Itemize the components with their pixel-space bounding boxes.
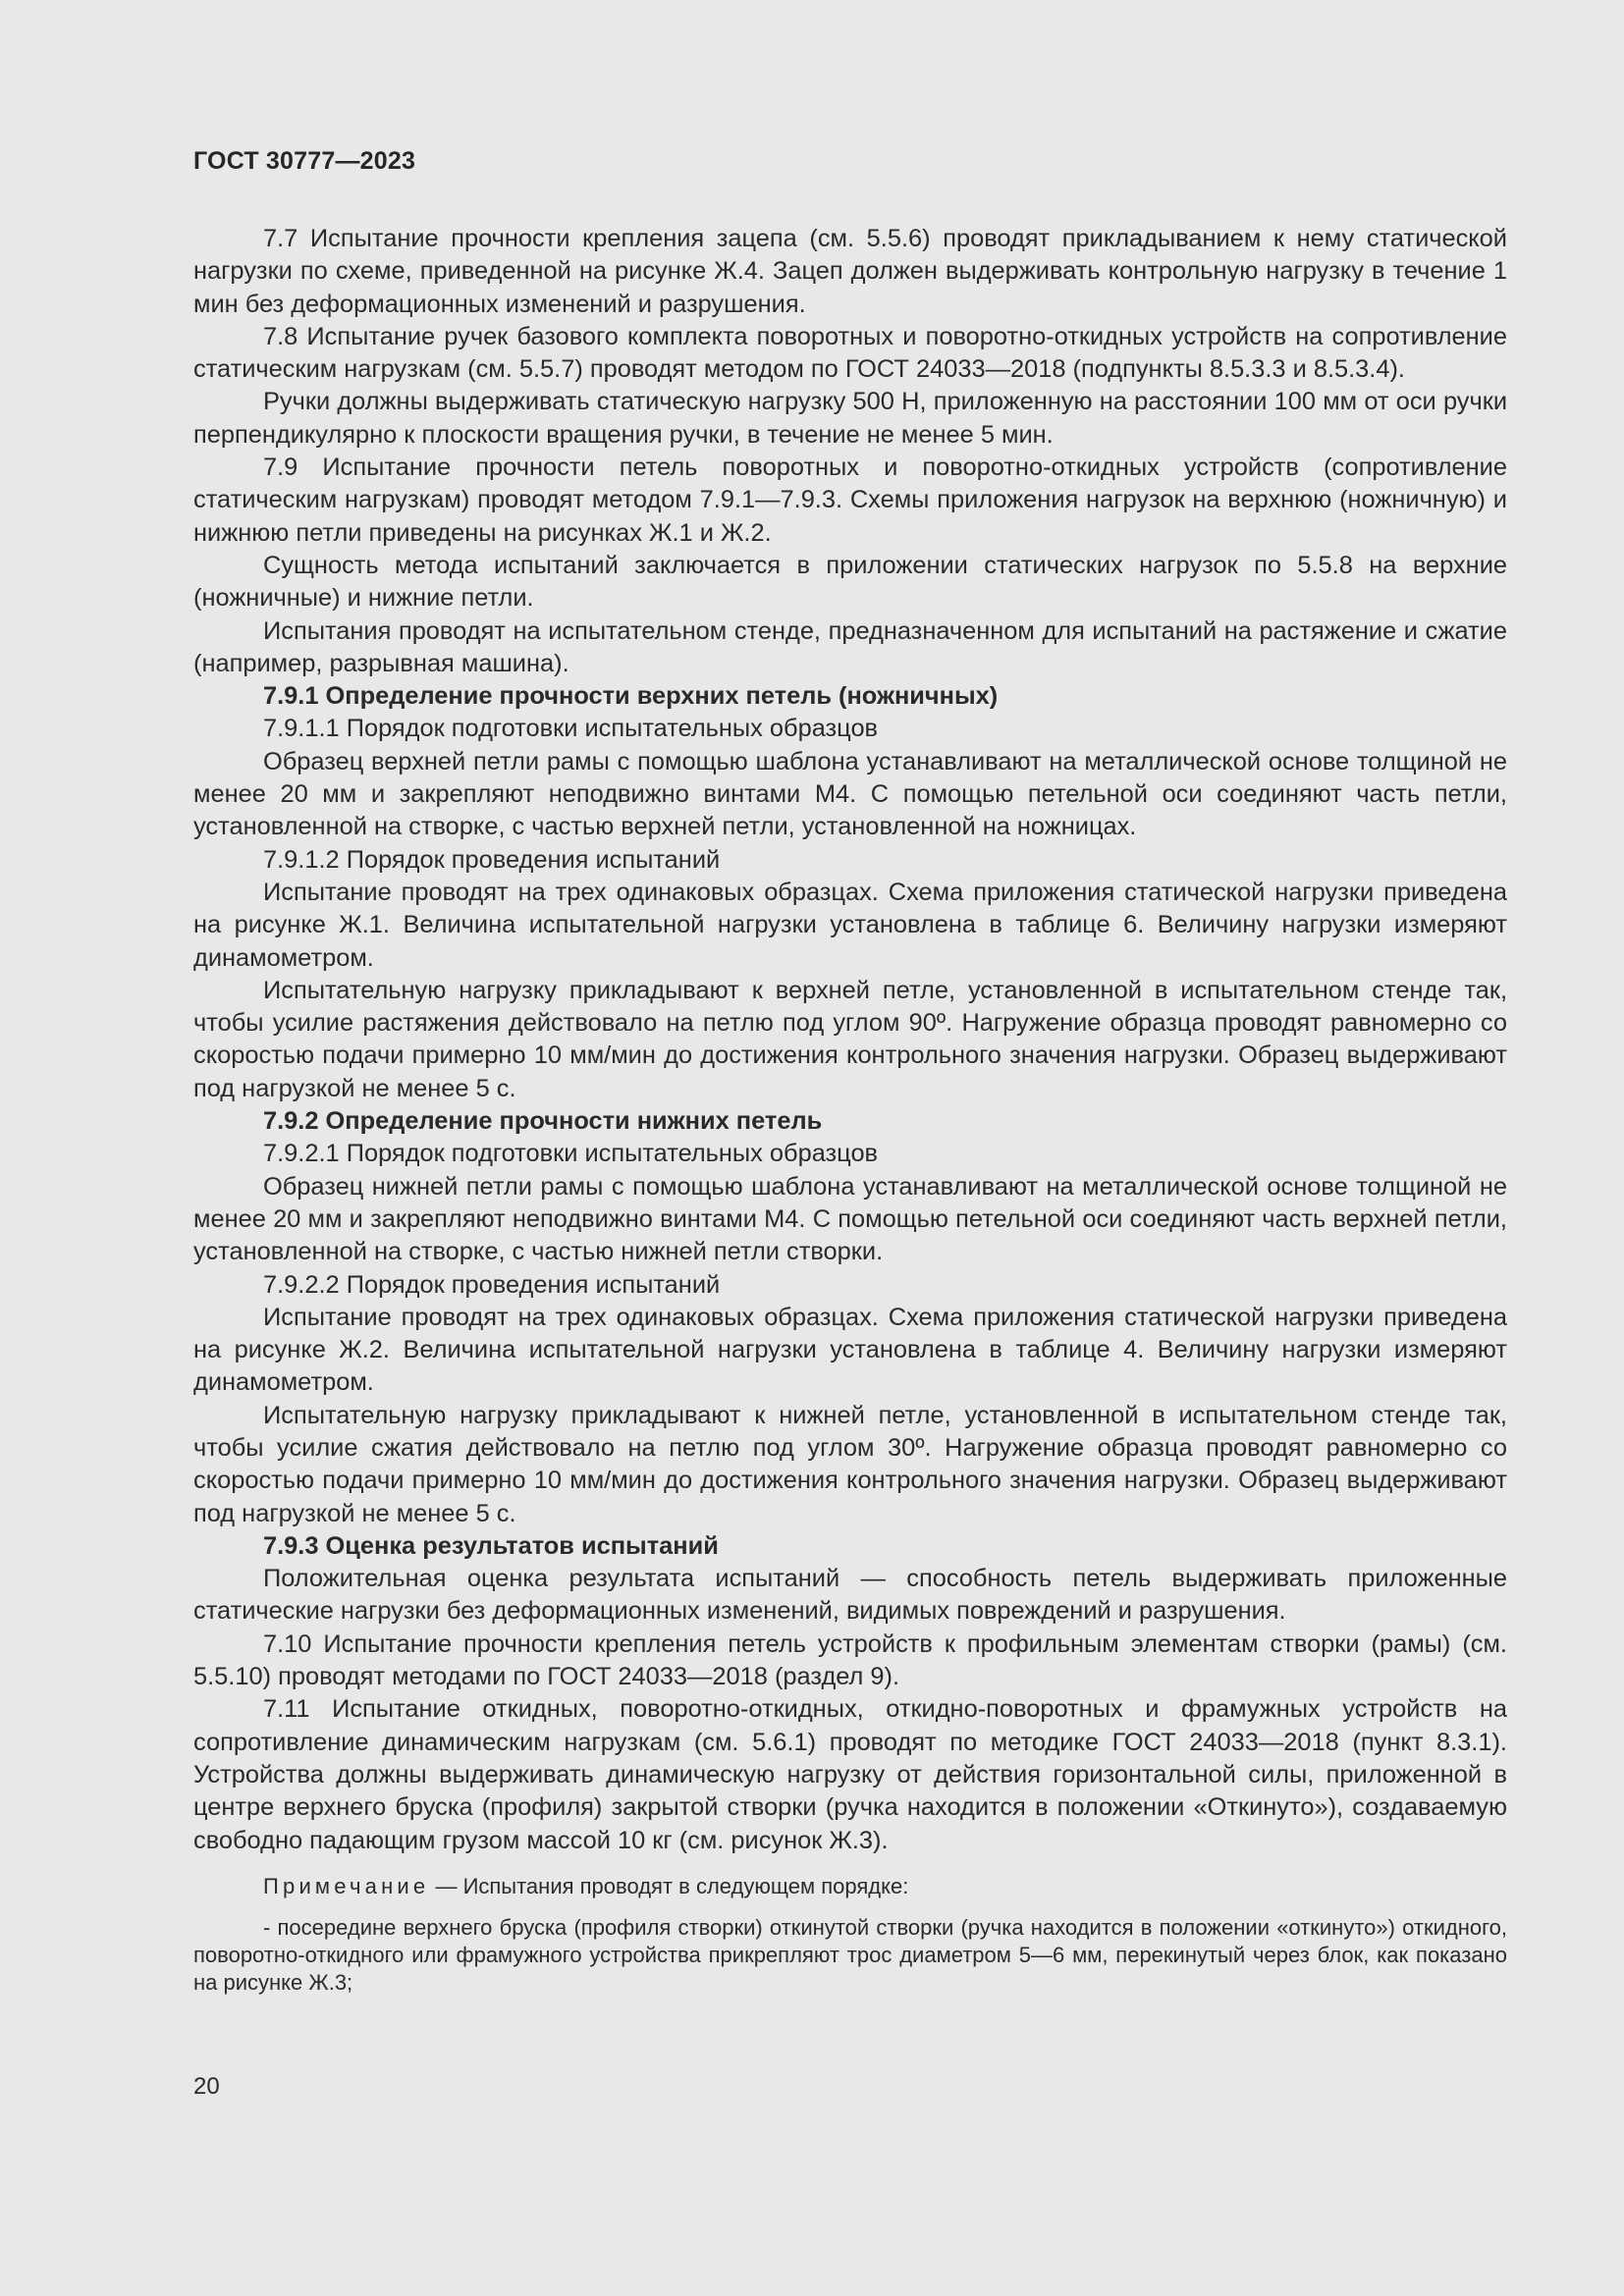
page-number: 20 — [193, 2073, 220, 2100]
paragraph-lower-load-application: Испытательную нагрузку прикладывают к нижней петле, установленной в испытательном стенде так, чтобы усилие сжатия действовало на петлю под углом 30º. Нагружение образца проводят равномерно со скоростью подачи примерно 10 мм/мин до достижения контрольного значения нагрузки. Образец выдерживают под нагрузкой не менее 5 с. — [193, 1401, 1507, 1527]
paragraph-7-10: 7.10 Испытание прочности крепления петель устройств к профильным элементам створки (рамы) (см. 5.5.10) проводят методами по ГОСТ 24033—2018 (раздел 9). — [193, 1629, 1507, 1691]
paragraph-lower-test-scheme: Испытание проводят на трех одинаковых образцах. Схема приложения статической нагрузки приведена на рисунке Ж.2. Величина испытательной нагрузки установлена в таблице 4. Величину нагрузки измеряют динамометром. — [193, 1303, 1507, 1397]
paragraph-upper-hinge-sample: Образец верхней петли рамы с помощью шаблона устанавливают на металлической основе толщиной не менее 20 мм и закрепляют неподвижно винтами М4. С помощью петельной оси соединяют часть петли, установленной на створке, с частью верхней петли, установленной на ножницах. — [193, 747, 1507, 841]
note-block — [193, 1873, 1507, 1997]
note-line — [193, 1873, 1507, 1900]
heading-7-9-1: 7.9.1 Определение прочности верхних петель (ножничных) — [263, 682, 999, 711]
note-text: — Испытания проводят в следующем порядке: — [429, 1873, 909, 1898]
paragraph-test-stand: Испытания проводят на испытательном стенде, предназначенном для испытаний на растяжение и сжатие (например, разрывная машина). — [193, 616, 1507, 677]
paragraph-7-9: 7.9 Испытание прочности петель поворотных и поворотно-откидных устройств (сопротивление статическим нагрузкам) проводят методом 7.9.1—7.9.3. Схемы приложения нагрузок на верхнюю (ножничную) и нижнюю петли приведены на рисунках Ж.1 и Ж.2. — [193, 454, 1507, 547]
paragraph-7-7: 7.7 Испытание прочности крепления зацепа (см. 5.5.6) проводят прикладыванием к нему статической нагрузки по схеме, приведенной на рисунке Ж.4. Зацеп должен выдерживать контрольную нагрузку в течение 1 мин без деформационных изменений и разрушения. — [193, 225, 1507, 318]
note-label: Примечание — [263, 1873, 430, 1898]
paragraph-7-8: 7.8 Испытание ручек базового комплекта поворотных и поворотно-откидных устройств на сопротивление статическим нагрузкам (см. 5.5.7) проводят методом по ГОСТ 24033—2018 (подпункты 8.5.3.3 и 8.5.3.4). — [193, 322, 1507, 384]
paragraph-7-11: 7.11 Испытание откидных, поворотно-откидных, откидно-поворотных и фрамужных устройств на сопротивление динамическим нагрузкам (см. 5.6.1) проводят по методике ГОСТ 24033—2018 (пункт 8.3.1). Устройства должны выдерживать динамическую нагрузку от действия горизонтальной силы, приложенной в центре верхнего бруска (профиля) закрытой створки (ручка находится в положении «Откинуто»), создаваемую свободно падающим грузом массой 10 кг (см. рисунок Ж.3). — [193, 1695, 1507, 1854]
subheading-7-9-1-2: 7.9.1.2 Порядок проведения испытаний — [263, 845, 721, 874]
body-text — [193, 223, 1507, 1997]
subheading-7-9-2-1: 7.9.2.1 Порядок подготовки испытательных образцов — [263, 1140, 879, 1168]
paragraph-upper-test-scheme: Испытание проводят на трех одинаковых образцах. Схема приложения статической нагрузки приведена на рисунке Ж.1. Величина испытательной нагрузки установлена в таблице 6. Величину нагрузки измеряют динамометром. — [193, 878, 1507, 972]
heading-7-9-2: 7.9.2 Определение прочности нижних петель — [263, 1107, 823, 1136]
note-list-item: - посередине верхнего бруска (профиля створки) откинутой створки (ручка находится в положении «откинуто») откидного, поворотно-откидного или фрамужного устройства прикрепляют трос диаметром 5—6 мм, перекинутый через блок, как показано на рисунке Ж.3; — [193, 1914, 1507, 1995]
subheading-7-9-2-2: 7.9.2.2 Порядок проведения испытаний — [263, 1270, 721, 1299]
subheading-7-9-1-1: 7.9.1.1 Порядок подготовки испытательных образцов — [263, 715, 879, 743]
paragraph-positive-evaluation: Положительная оценка результата испытаний — способность петель выдерживать приложенные статические нагрузки без деформационных изменений, видимых повреждений и разрушения. — [193, 1565, 1507, 1626]
paragraph-method-essence: Сущность метода испытаний заключается в приложении статических нагрузок по 5.5.8 на верхние (ножничные) и нижние петли. — [193, 551, 1507, 613]
paragraph-lower-hinge-sample: Образец нижней петли рамы с помощью шаблона устанавливают на металлической основе толщиной не менее 20 мм и закрепляют неподвижно винтами М4. С помощью петельной оси соединяют часть верхней петли, установленной на створке, с частью нижней петли створки. — [193, 1172, 1507, 1266]
standard-header: ГОСТ 30777—2023 — [193, 147, 416, 175]
paragraph-handles-load: Ручки должны выдерживать статическую нагрузку 500 Н, приложенную на расстоянии 100 мм от оси ручки перпендикулярно к плоскости вращения ручки, в течение не менее 5 мин. — [193, 388, 1507, 449]
paragraph-upper-load-application: Испытательную нагрузку прикладывают к верхней петле, установленной в испытательном стенде так, чтобы усилие растяжения действовало на петлю под углом 90º. Нагружение образца проводят равномерно со скоростью подачи примерно 10 мм/мин до достижения контрольного значения нагрузки. Образец выдерживают под нагрузкой не менее 5 с. — [193, 976, 1507, 1102]
heading-7-9-3: 7.9.3 Оценка результатов испытаний — [263, 1531, 719, 1560]
